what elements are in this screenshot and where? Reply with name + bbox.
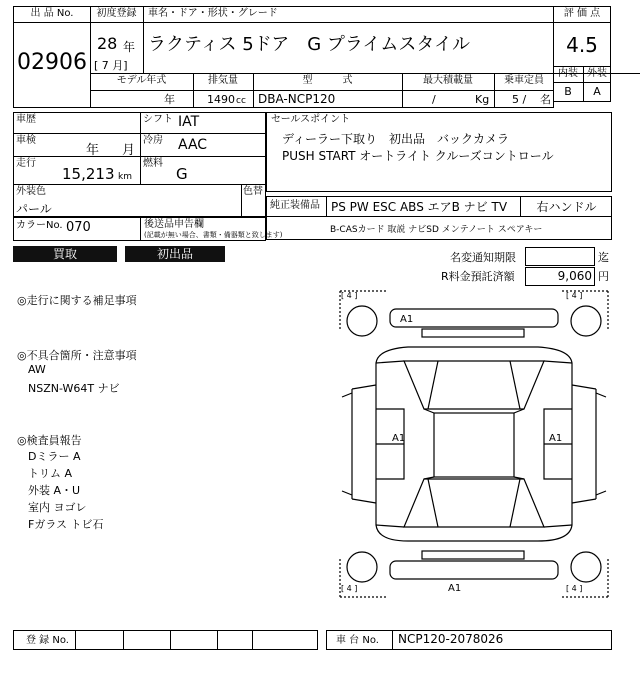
model-code: DBA-NCP120 <box>258 92 336 106</box>
aircon-value: AAC <box>178 137 208 153</box>
inspector-line-2: トリム A <box>28 467 73 480</box>
first-registration-label: 初度登録 <box>96 8 137 19</box>
equipment-label: 純正装備品 <box>270 200 320 211</box>
interior-label: 内装 <box>558 68 578 79</box>
lot-number-label: 出 品 No. <box>30 8 74 19</box>
car-diagram <box>338 289 610 599</box>
inspection-month-unit: 月 <box>122 143 136 158</box>
registration-number-label: 登 録 No. <box>26 635 69 646</box>
tire-rear-right: [ 4 ] <box>566 584 583 593</box>
chassis-number-label: 車 台 No. <box>336 635 379 646</box>
sales-point-line1: ディーラー下取り 初出品 バックカメラ <box>282 132 510 146</box>
deadline-label: 名変通知期限 <box>450 251 516 264</box>
capacity-label: 乗車定員 <box>504 75 544 86</box>
interior-grade: B <box>564 85 572 98</box>
defect-line-2: NSZN-W64T ナビ <box>28 382 120 395</box>
tire-front-right: [ 4 ] <box>566 291 583 300</box>
fuel-value: G <box>176 165 188 183</box>
mileage-value: 15,213 <box>62 165 115 183</box>
sales-point-line2: PUSH START オートライト クルーズコントロール <box>282 149 554 163</box>
exterior-grade: A <box>593 85 601 98</box>
max-load-label: 最大積載量 <box>423 75 473 86</box>
right-side-mark: A1 <box>549 433 563 444</box>
lot-number: 02906 <box>17 50 87 75</box>
inspector-line-5: Fガラス トビ石 <box>28 518 104 531</box>
max-load-slash: / <box>432 93 436 106</box>
score-label: 評 価 点 <box>563 8 601 19</box>
color-value: パール <box>16 202 52 216</box>
model-label: 型 式 <box>302 75 353 86</box>
max-load-unit: Kg <box>475 93 490 106</box>
first-listing-tag: 初出品 <box>125 246 225 262</box>
sales-point-title: セールスポイント <box>271 114 351 125</box>
inspection-year-unit: 年 <box>86 143 100 158</box>
model-year-unit: 年 <box>164 93 175 106</box>
history-label: 車歴 <box>16 114 36 125</box>
chassis-number: NCP120-2078026 <box>398 632 504 646</box>
score-value: 4.5 <box>566 33 598 57</box>
tire-rear-left: [ 4 ] <box>341 584 358 593</box>
displacement-label: 排気量 <box>208 75 238 86</box>
inspector-line-3: 外装 A・U <box>28 484 81 497</box>
fuel-label: 燃料 <box>143 158 163 169</box>
equipment-extra: B-CASカード 取説 ナビSD メンテノート スペアキー <box>330 225 543 235</box>
inspector-report-title: ◎検査員報告 <box>17 434 82 447</box>
defect-notes-title: ◎不具合箇所・注意事項 <box>17 349 137 362</box>
car-name-label: 車名・ドア・形状・グレード <box>148 8 278 19</box>
mileage-label: 走行 <box>16 158 36 169</box>
rear-bumper-mark: A1 <box>448 583 462 594</box>
capacity: 5 / <box>512 93 527 106</box>
equipment-items: PS PW ESC ABS エアB ナビ TV <box>331 200 508 214</box>
inspector-line-4: 室内 ヨゴレ <box>28 501 87 514</box>
recycle-label: R料金預託済額 <box>441 270 515 283</box>
inspection-label: 車検 <box>16 135 36 146</box>
color-change-label: 色替 <box>243 186 263 197</box>
color-label: 外装色 <box>16 186 46 197</box>
model-year-label: モデル年式 <box>116 75 167 86</box>
postinstall-note: (記載が無い場合、書類・備器類と致します) <box>144 231 283 239</box>
front-bumper-mark: A1 <box>400 314 414 325</box>
shift-label: シフト <box>143 114 173 125</box>
displacement-unit: cc <box>236 96 246 106</box>
defect-line-1: AW <box>28 363 46 376</box>
inspector-line-1: Dミラー A <box>28 450 81 463</box>
displacement: 1490 <box>207 93 235 106</box>
year-unit: 年 <box>123 40 136 54</box>
color-no-label: カラーNo. <box>16 220 63 231</box>
first-registration-year: 28 <box>97 34 118 53</box>
aircon-label: 冷房 <box>143 135 163 146</box>
driving-notes-title: ◎走行に関する補足事項 <box>17 294 137 307</box>
first-registration-month: [ 7 月] <box>94 59 128 72</box>
left-side-mark: A1 <box>392 433 406 444</box>
exterior-label: 外装 <box>587 68 607 79</box>
car-diagram-svg <box>338 289 610 599</box>
tire-front-left: [ 4 ] <box>341 291 358 300</box>
postinstall-label: 後送品申告欄 <box>144 219 204 230</box>
recycle-unit: 円 <box>598 270 609 283</box>
shift-value: IAT <box>178 114 200 130</box>
buyout-tag: 買取 <box>13 246 117 262</box>
recycle-amount: 9,060 <box>557 269 592 283</box>
color-no-value: 070 <box>66 220 91 235</box>
deadline-suffix: 迄 <box>598 251 609 264</box>
car-name: ラクティス 5ドア G プライムスタイル <box>148 34 470 55</box>
handle-side: 右ハンドル <box>536 200 597 214</box>
deadline-box <box>525 247 595 266</box>
mileage-unit: km <box>118 172 132 182</box>
capacity-unit: 名 <box>540 93 551 106</box>
